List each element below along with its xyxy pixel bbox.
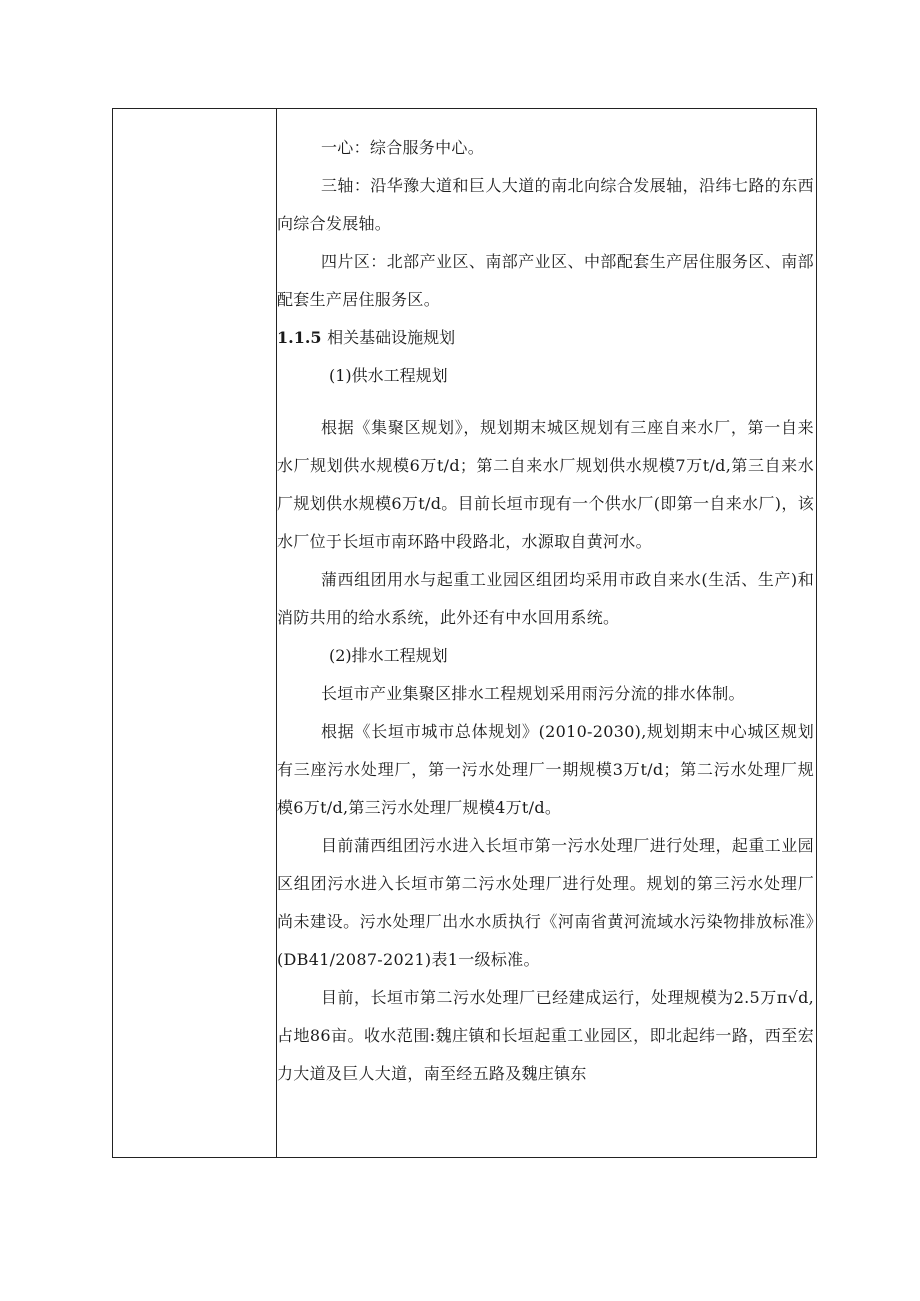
- content-table: [112, 108, 817, 1158]
- paragraph-three-axes: 三轴：沿华豫大道和巨人大道的南北向综合发展轴，沿纬七路的东西向综合发展轴。: [277, 176, 814, 233]
- section-title: 相关基础设施规划: [327, 328, 456, 347]
- paragraph-water-system: 蒲西组团用水与起重工业园区组团均采用市政自来水(生活、生产)和消防共用的给水系统，此外还有中水回用系统。: [277, 570, 814, 627]
- paragraph-water-plants: 根据《集聚区规划》，规划期末城区规划有三座自来水厂，第一自来水厂规划供水规模6万t/d；第二自来水厂规划供水规模7万t/d,第三自来水厂规划供水规模6万t/d。目前长垣市现有一个供水厂(即第一自来水厂)，该水厂位于长垣市南环路中段路北，水源取自黄河水。: [277, 418, 814, 551]
- paragraph-sewage-plan: 根据《长垣市城市总体规划》(2010-2030),规划期末中心城区规划有三座污水处理厂，第一污水处理厂一期规模3万t/d；第二污水处理厂规模6万t/d,第三污水处理厂规模4万t/d。: [277, 722, 814, 817]
- section-number: 1.1.5: [277, 328, 322, 347]
- subheading-water-supply: (1)供水工程规划: [329, 366, 448, 385]
- paragraph-drainage-system: 长垣市产业集聚区排水工程规划采用雨污分流的排水体制。: [321, 684, 745, 703]
- subheading-drainage: (2)排水工程规划: [329, 646, 448, 665]
- paragraph-sewage-current: 目前蒲西组团污水进入长垣市第一污水处理厂进行处理，起重工业园区组团污水进入长垣市第二污水处理厂进行处理。规划的第三污水处理厂尚未建设。污水处理厂出水水质执行《河南省黄河流域水污染物排放标准》(DB41/2087-2021)表1一级标准。: [277, 836, 814, 969]
- right-column-cell: [277, 109, 816, 1157]
- paragraph-second-plant: 目前，长垣市第二污水处理厂已经建成运行，处理规模为2.5万π√d,占地86亩。收水范围:魏庄镇和长垣起重工业园区，即北起纬一路，西至宏力大道及巨人大道，南至经五路及魏庄镇东: [277, 988, 814, 1083]
- paragraph-one-center: 一心：综合服务中心。: [321, 138, 485, 157]
- left-column-cell: [113, 109, 276, 1157]
- paragraph-four-zones: 四片区：北部产业区、南部产业区、中部配套生产居住服务区、南部配套生产居住服务区。: [277, 252, 814, 309]
- section-heading: [277, 319, 814, 357]
